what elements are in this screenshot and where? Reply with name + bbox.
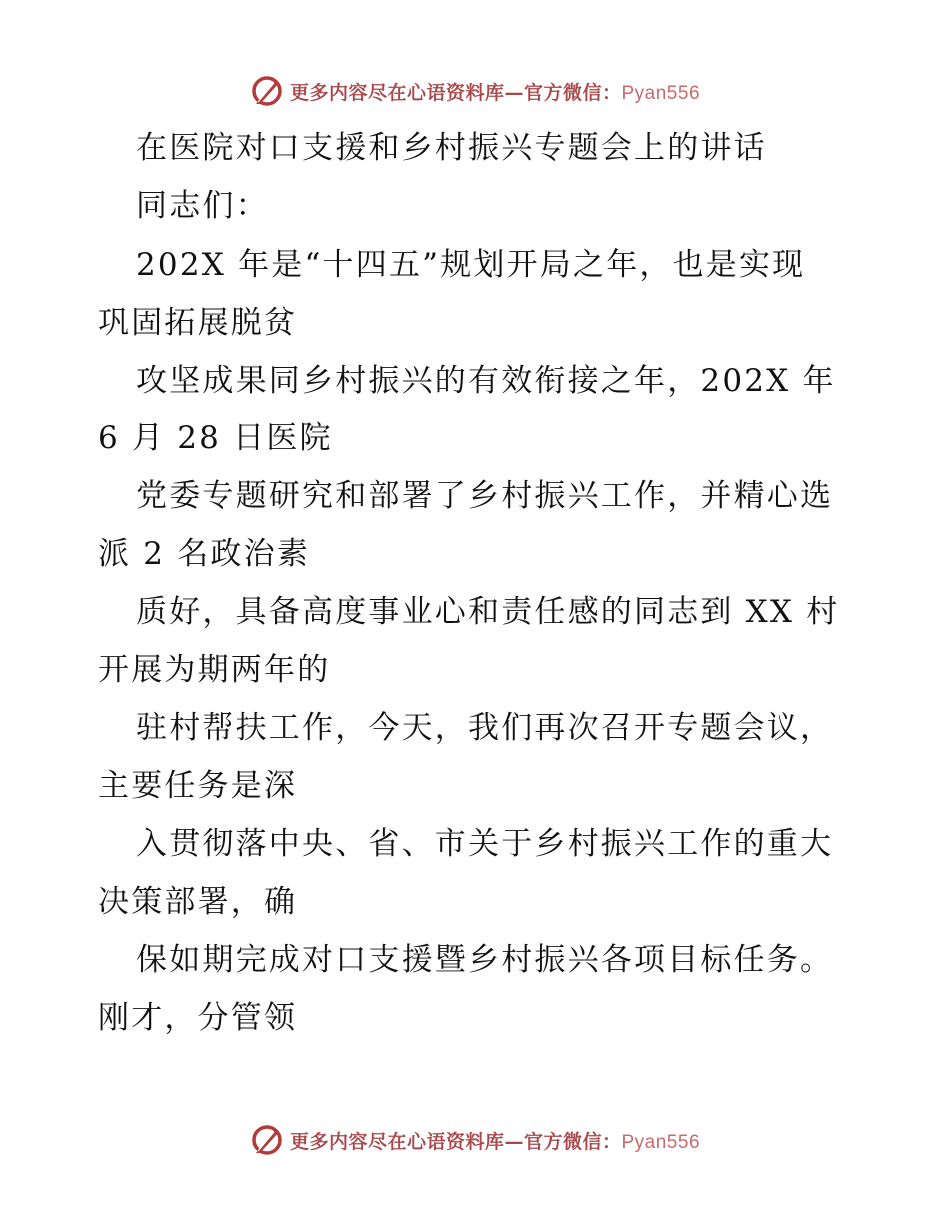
text-line: 202X 年是“十四五”规划开局之年，也是实现 bbox=[136, 247, 806, 283]
wechat-id: Pyan556 bbox=[621, 1131, 701, 1153]
footer-banner bbox=[0, 1120, 950, 1160]
text-line: 主要任务是深 bbox=[98, 768, 298, 804]
text-line: 驻村帮扶工作，今天，我们再次召开专题会议， bbox=[136, 710, 834, 746]
header-banner bbox=[0, 71, 950, 111]
text-line: 派 2 名政治素 bbox=[98, 536, 311, 572]
text-line: 决策部署，确 bbox=[98, 884, 298, 920]
text-line: 保如期完成对口支援暨乡村振兴各项目标任务。 bbox=[136, 942, 834, 978]
banner-text: 更多内容尽在心语资料库—官方微信：Pyan556 bbox=[289, 1130, 701, 1153]
text-line: 质好，具备高度事业心和责任感的同志到 XX 村 bbox=[136, 594, 840, 630]
text-line: 同志们： bbox=[136, 188, 269, 224]
text-line: 党委专题研究和部署了乡村振兴工作，并精心选 bbox=[136, 478, 834, 514]
text-line: 刚才，分管领 bbox=[98, 1000, 298, 1036]
document-title: 在医院对口支援和乡村振兴专题会上的讲话 bbox=[136, 130, 767, 166]
text-line: 6 月 28 日医院 bbox=[98, 420, 333, 456]
text-line: 入贯彻落中央、省、市关于乡村振兴工作的重大 bbox=[136, 826, 834, 862]
banner-text: 更多内容尽在心语资料库—官方微信：Pyan556 bbox=[289, 81, 701, 104]
text-line: 巩固拓展脱贫 bbox=[98, 305, 298, 341]
quill-logo-icon bbox=[250, 74, 284, 108]
text-line: 攻坚成果同乡村振兴的有效衔接之年，202X 年 bbox=[136, 363, 836, 399]
text-line: 开展为期两年的 bbox=[98, 652, 331, 688]
wechat-id: Pyan556 bbox=[621, 82, 701, 104]
quill-logo-icon bbox=[250, 1123, 284, 1157]
